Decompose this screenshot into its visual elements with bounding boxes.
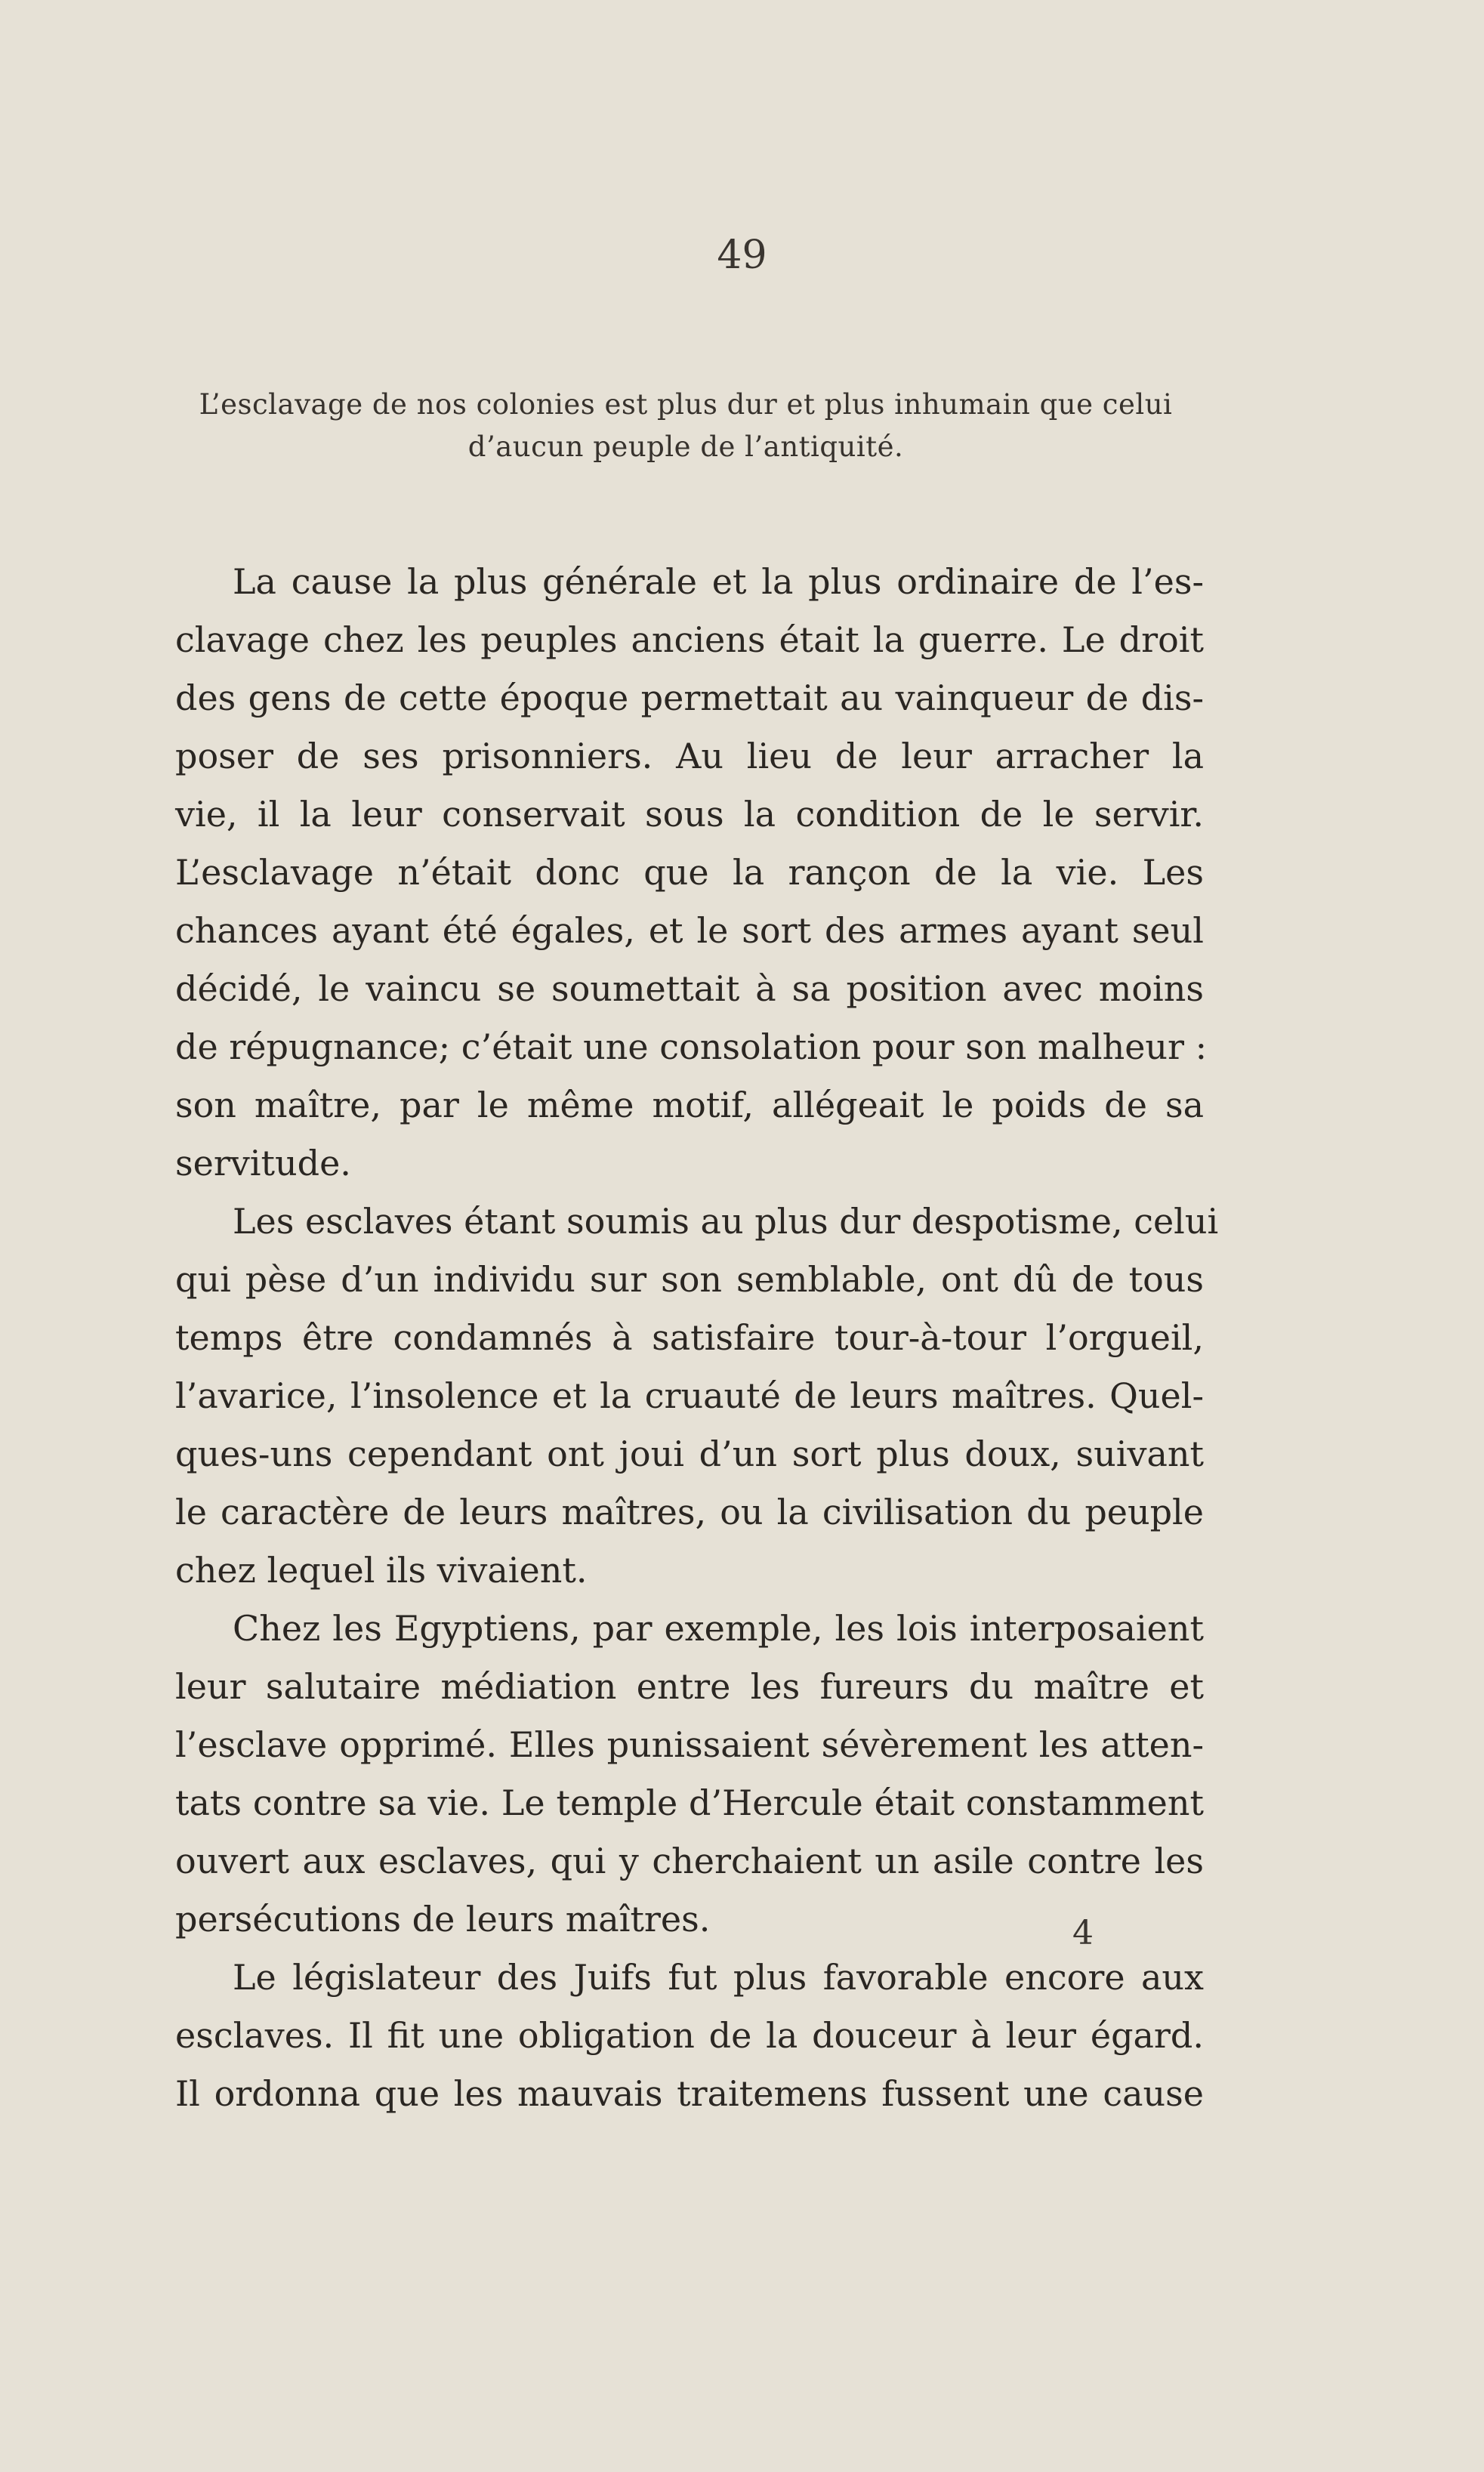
text-line: clavage chez les peuples anciens était la guerre. Le droit bbox=[175, 619, 1204, 660]
text-line: servitude. bbox=[175, 1143, 351, 1184]
text-line: des gens de cette époque permettait au vainqueur de dis- bbox=[175, 677, 1204, 718]
text-line: ouvert aux esclaves, qui y cherchaient un asile contre les bbox=[175, 1841, 1204, 1881]
text-line: qui pèse d’un individu sur son semblable, ont dû de tous bbox=[175, 1259, 1204, 1300]
text-line: le caractère de leurs maîtres, ou la civilisation du peuple bbox=[175, 1492, 1204, 1532]
text-line: leur salutaire médiation entre les fureurs du maître et bbox=[175, 1666, 1204, 1707]
chapter-summary bbox=[180, 384, 1192, 468]
text-line: chez lequel ils vivaient. bbox=[175, 1550, 588, 1591]
text-line: Il ordonna que les mauvais traitemens fussent une cause bbox=[175, 2073, 1204, 2114]
text-line: ques-uns cependant ont joui d’un sort plus doux, suivant bbox=[175, 1434, 1204, 1474]
text-line: l’avarice, l’insolence et la cruauté de leurs maîtres. Quel- bbox=[175, 1375, 1204, 1416]
text-line: Chez les Egyptiens, par exemple, les lois interposaient bbox=[233, 1608, 1204, 1649]
text-line: son maître, par le même motif, allégeait le poids de sa bbox=[175, 1085, 1204, 1125]
text-line: chances ayant été égales, et le sort des armes ayant seul bbox=[175, 910, 1204, 951]
text-line: l’esclave opprimé. Elles punissaient sévèrement les atten- bbox=[175, 1724, 1204, 1765]
summary-line: d’aucun peuple de l’antiquité. bbox=[467, 431, 904, 463]
text-line: décidé, le vaincu se soumettait à sa position avec moins bbox=[175, 968, 1204, 1009]
text-line: temps être condamnés à satisfaire tour-à-tour l’orgueil, bbox=[175, 1317, 1204, 1358]
text-line: L’esclavage n’était donc que la rançon de la vie. Les bbox=[175, 852, 1204, 893]
text-line: Les esclaves étant soumis au plus dur despotisme, celui bbox=[233, 1201, 1219, 1242]
text-line: tats contre sa vie. Le temple d’Hercule était constamment bbox=[175, 1782, 1204, 1823]
text-line: Le législateur des Juifs fut plus favorable encore aux bbox=[233, 1957, 1204, 1998]
text-line: esclaves. Il fit une obligation de la douceur à leur égard. bbox=[175, 2015, 1204, 2056]
page-number: 49 bbox=[717, 233, 767, 278]
text-line: persécutions de leurs maîtres. bbox=[175, 1899, 711, 1940]
body-text bbox=[175, 553, 1219, 2123]
text-line: vie, il la leur conservait sous la condition de le servir. bbox=[175, 794, 1204, 835]
signature-mark: 4 bbox=[1072, 1914, 1094, 1952]
text-line: La cause la plus générale et la plus ordinaire de l’es- bbox=[233, 561, 1204, 602]
text-line: poser de ses prisonniers. Au lieu de leur arracher la bbox=[175, 736, 1204, 776]
summary-line: L’esclavage de nos colonies est plus dur et plus inhumain que celui bbox=[199, 388, 1173, 421]
text-line: de répugnance; c’était une consolation pour son malheur : bbox=[175, 1026, 1208, 1067]
